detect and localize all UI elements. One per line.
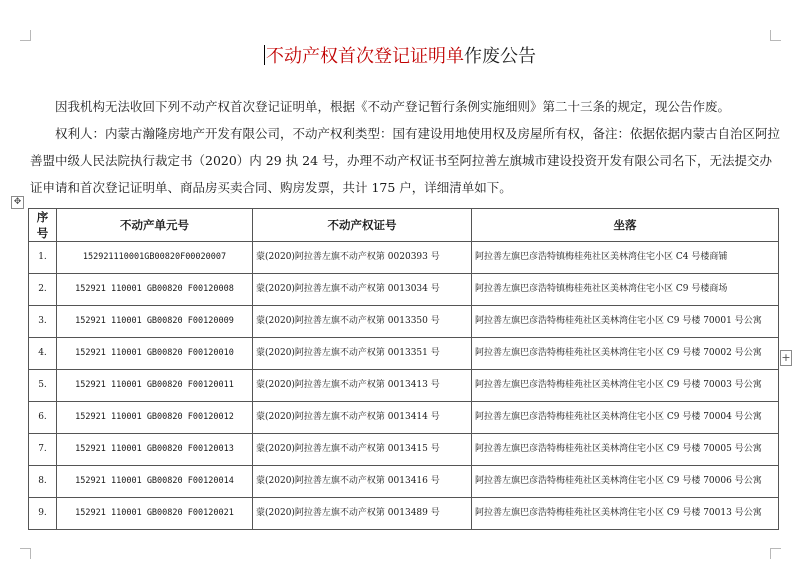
cell-unit-number: 152921 110001 GB00820 F00120012	[57, 402, 253, 434]
header-cert-number: 不动产权证号	[253, 209, 472, 242]
cell-location: 阿拉善左旗巴彦浩特梅桂苑社区美林湾住宅小区 C9 号楼 70013 号公寓	[472, 498, 779, 530]
cell-unit-number: 152921 110001 GB00820 F00120008	[57, 274, 253, 306]
cell-cert-number: 蒙(2020)阿拉善左旗不动产权第 0013351 号	[253, 338, 472, 370]
header-no: 序号	[29, 209, 57, 242]
table-row	[29, 338, 779, 370]
certificate-table	[28, 208, 779, 530]
cell-unit-number: 152921 110001 GB00820 F00120021	[57, 498, 253, 530]
cell-cert-number: 蒙(2020)阿拉善左旗不动产权第 0013413 号	[253, 370, 472, 402]
cell-location: 阿拉善左旗巴彦浩特梅桂苑社区美林湾住宅小区 C9 号楼 70004 号公寓	[472, 402, 779, 434]
cell-no: 5.	[29, 370, 57, 402]
paragraph-intro: 因我机构无法收回下列不动产权首次登记证明单，根据《不动产登记暂行条例实施细则》第二十三条的规定，现公告作废。	[55, 99, 731, 114]
table-row	[29, 274, 779, 306]
title-red-part: 不动产权首次登记证明单	[266, 46, 464, 67]
cell-no: 4.	[29, 338, 57, 370]
plus-icon: +	[781, 351, 791, 364]
table-row	[29, 434, 779, 466]
table-row	[29, 306, 779, 338]
table-row	[29, 466, 779, 498]
document-title[interactable]	[0, 44, 800, 70]
cell-location: 阿拉善左旗巴彦浩特梅桂苑社区美林湾住宅小区 C9 号楼 70003 号公寓	[472, 370, 779, 402]
cell-cert-number: 蒙(2020)阿拉善左旗不动产权第 0013489 号	[253, 498, 472, 530]
table-header-row	[29, 209, 779, 242]
announcement-body[interactable]	[30, 93, 782, 201]
cell-unit-number: 152921110001GB00820F00020007	[57, 242, 253, 274]
cell-location: 阿拉善左旗巴彦浩特梅桂苑社区美林湾住宅小区 C9 号楼 70001 号公寓	[472, 306, 779, 338]
table-row	[29, 242, 779, 274]
margin-corner-top-left	[20, 30, 31, 41]
cell-location: 阿拉善左旗巴彦浩特镇梅桂苑社区美林湾住宅小区 C4 号楼商铺	[472, 242, 779, 274]
cell-cert-number: 蒙(2020)阿拉善左旗不动产权第 0013416 号	[253, 466, 472, 498]
cell-cert-number: 蒙(2020)阿拉善左旗不动产权第 0020393 号	[253, 242, 472, 274]
table-row	[29, 498, 779, 530]
table-row	[29, 370, 779, 402]
cell-cert-number: 蒙(2020)阿拉善左旗不动产权第 0013350 号	[253, 306, 472, 338]
paragraph-details: 权利人：内蒙古瀚隆房地产开发有限公司，不动产权利类型：国有建设用地使用权及房屋所有权，备注：依据依据内蒙古自治区阿拉善盟中级人民法院执行裁定书（2020）内 29 执 24 号，办理不动产权证书至阿拉善左旗城市建设投资开发有限公司名下，无法提交办证申请和首次登记证明单、商品房买卖合同、购房发票，共计 175 户，详细清单如下。	[30, 126, 781, 195]
cell-no: 9.	[29, 498, 57, 530]
cell-cert-number: 蒙(2020)阿拉善左旗不动产权第 0013034 号	[253, 274, 472, 306]
table-row	[29, 402, 779, 434]
cell-no: 6.	[29, 402, 57, 434]
cell-cert-number: 蒙(2020)阿拉善左旗不动产权第 0013414 号	[253, 402, 472, 434]
table-move-handle[interactable]	[11, 196, 24, 209]
move-cross-icon: ✥	[13, 197, 22, 207]
cell-location: 阿拉善左旗巴彦浩特梅桂苑社区美林湾住宅小区 C9 号楼 70002 号公寓	[472, 338, 779, 370]
cell-no: 3.	[29, 306, 57, 338]
margin-corner-top-right	[770, 30, 781, 41]
margin-corner-bottom-right	[770, 548, 781, 559]
cell-cert-number: 蒙(2020)阿拉善左旗不动产权第 0013415 号	[253, 434, 472, 466]
table-add-row-handle[interactable]	[780, 350, 792, 366]
cell-location: 阿拉善左旗巴彦浩特梅桂苑社区美林湾住宅小区 C9 号楼 70006 号公寓	[472, 466, 779, 498]
cell-location: 阿拉善左旗巴彦浩特梅桂苑社区美林湾住宅小区 C9 号楼 70005 号公寓	[472, 434, 779, 466]
cell-unit-number: 152921 110001 GB00820 F00120013	[57, 434, 253, 466]
cell-unit-number: 152921 110001 GB00820 F00120009	[57, 306, 253, 338]
cell-no: 2.	[29, 274, 57, 306]
title-black-part: 作废公告	[464, 46, 536, 67]
text-cursor	[264, 45, 265, 65]
cell-no: 7.	[29, 434, 57, 466]
cell-no: 8.	[29, 466, 57, 498]
margin-corner-bottom-left	[20, 548, 31, 559]
cell-no: 1.	[29, 242, 57, 274]
cell-unit-number: 152921 110001 GB00820 F00120014	[57, 466, 253, 498]
cell-unit-number: 152921 110001 GB00820 F00120011	[57, 370, 253, 402]
cell-location: 阿拉善左旗巴彦浩特镇梅桂苑社区美林湾住宅小区 C9 号楼商场	[472, 274, 779, 306]
header-location: 坐落	[472, 209, 779, 242]
cell-unit-number: 152921 110001 GB00820 F00120010	[57, 338, 253, 370]
header-unit-number: 不动产单元号	[57, 209, 253, 242]
